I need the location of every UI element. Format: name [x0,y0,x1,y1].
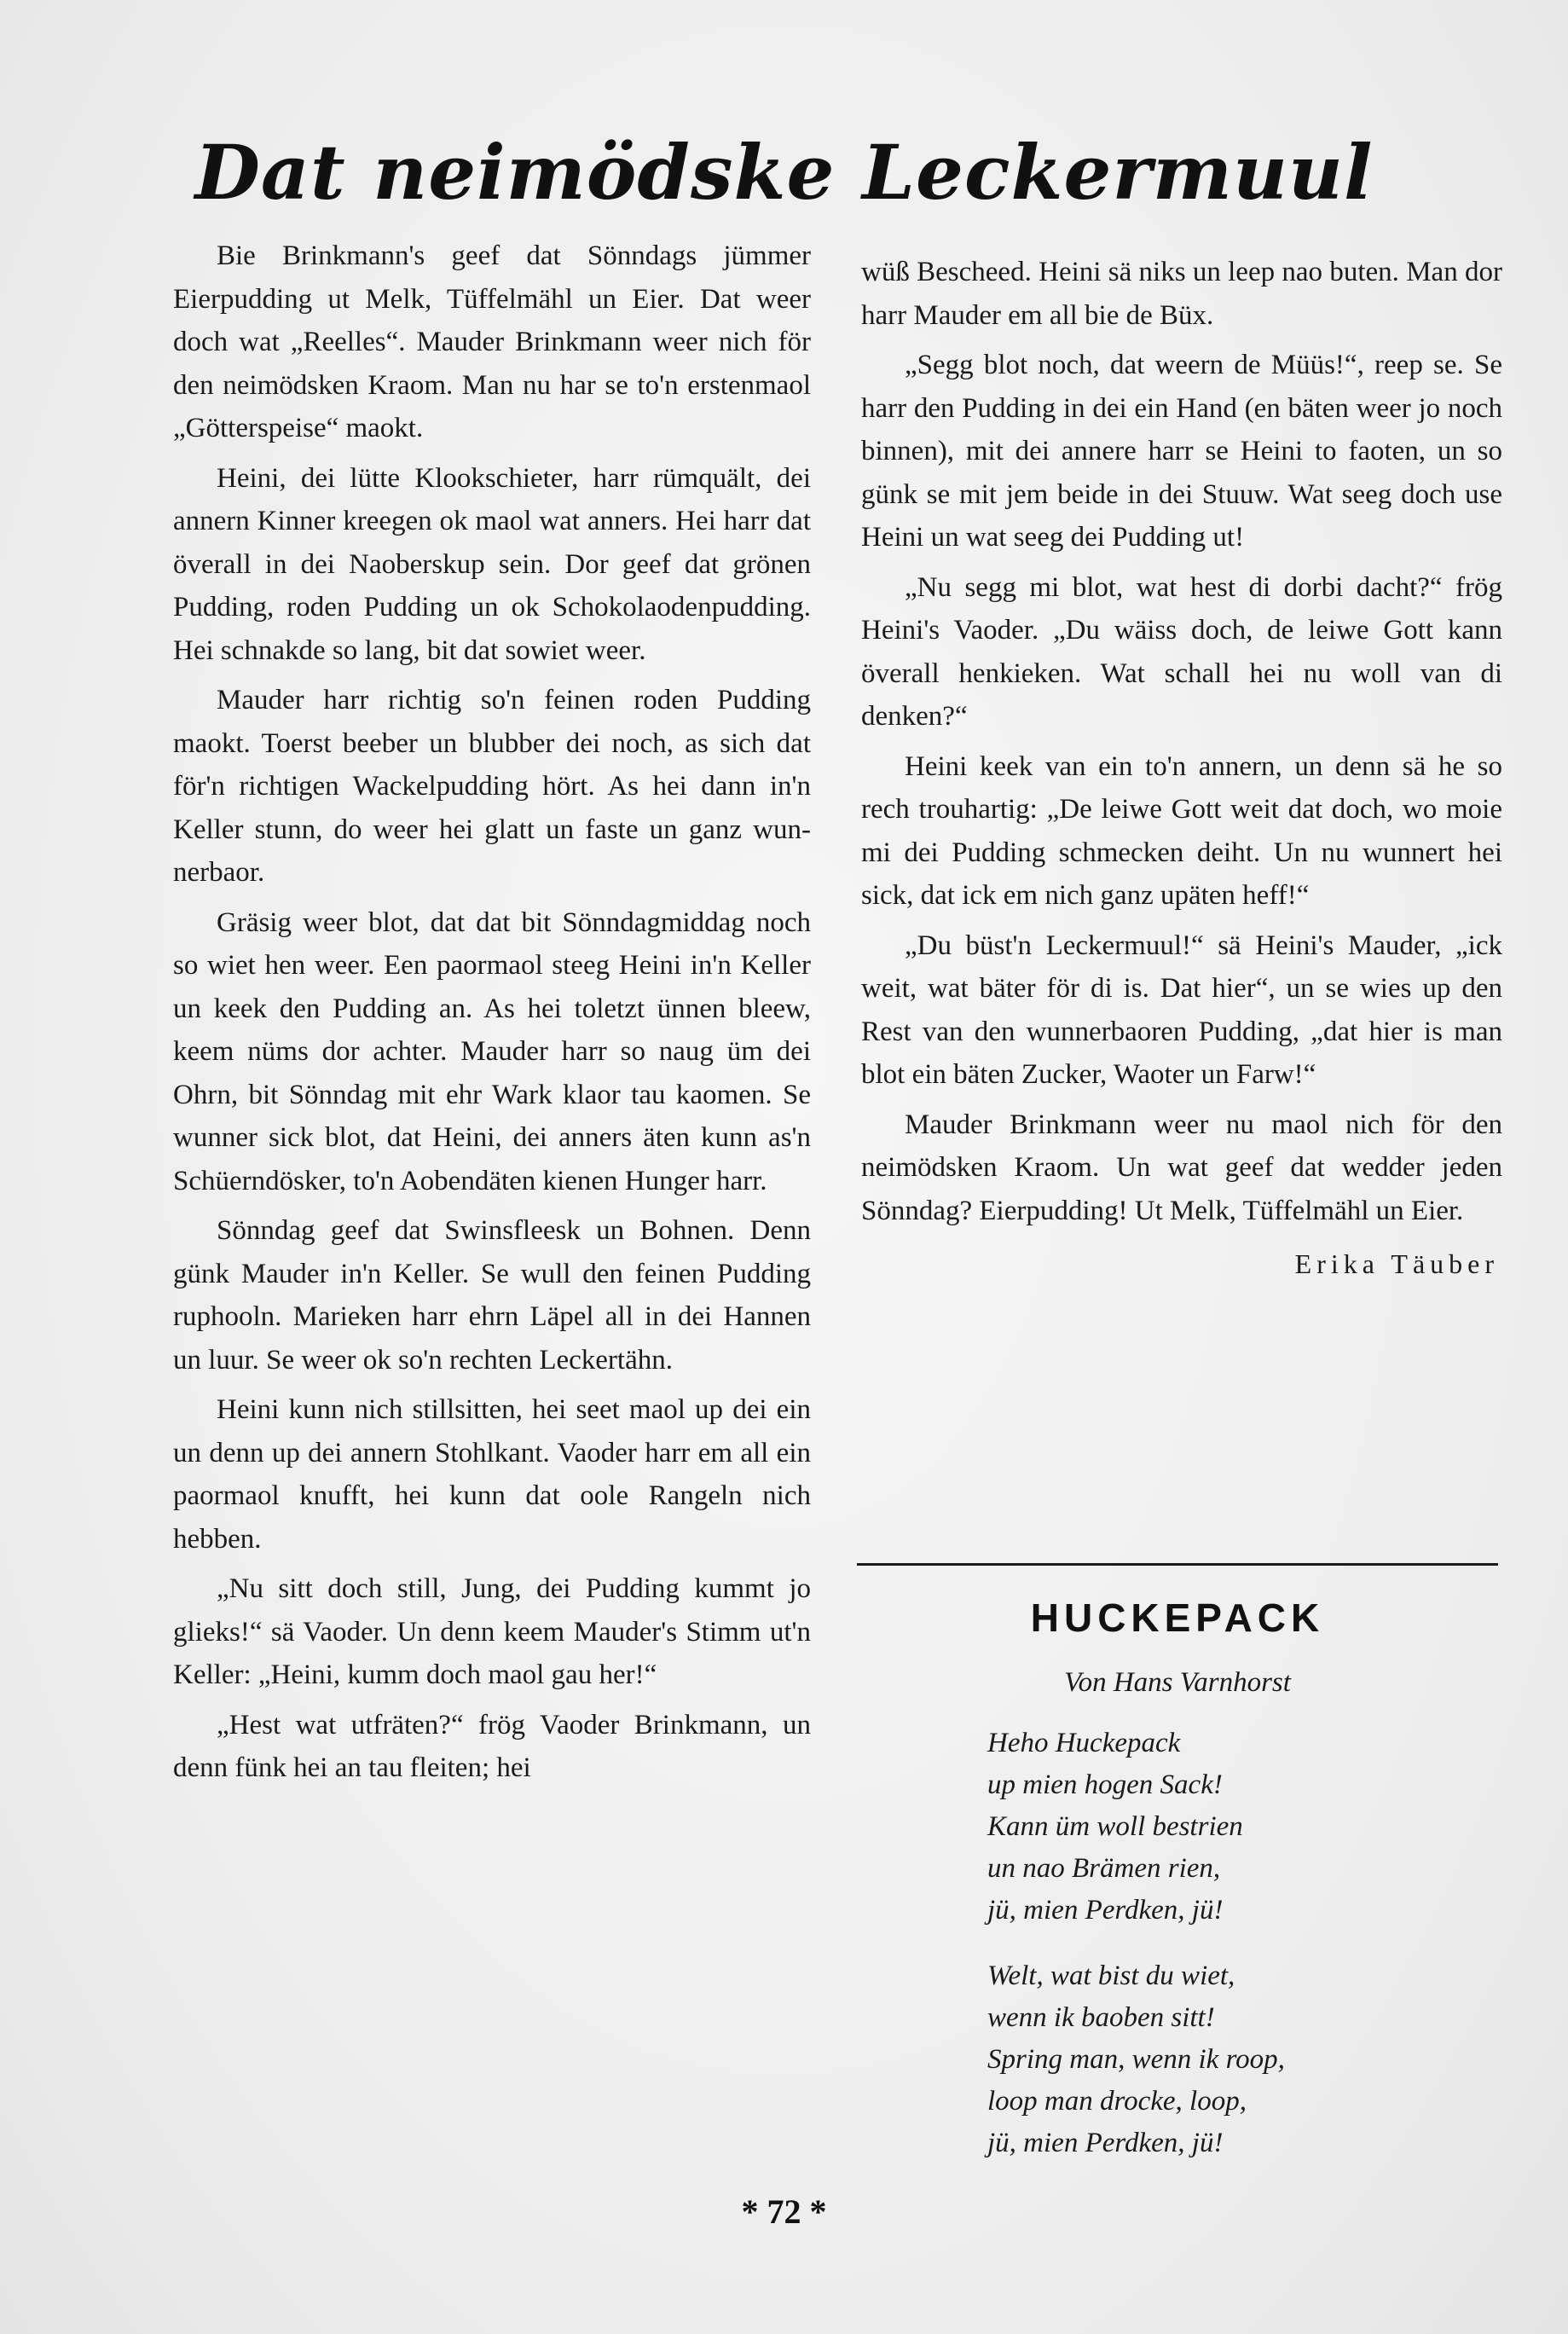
poem-line: Spring man, wenn ik roop, [987,2044,1285,2075]
paragraph: wüß Bescheed. Heini sä niks un leep nao buten. Man dor harr Mauder em all bie de Büx. [861,257,1502,331]
paragraph: Gräsig weer blot, dat dat bit Sönndagmiddag noch so wiet hen weer. Een paormaol steeg Heini in'n Keller un keek den Pudding an. As hei toletzt ünnen bleew, keem nüms dor achter. Mauder harr so naug üm dei Ohrn, bit Sönndag mit ehr Wark klaor tau kaomen. Se wunner sick blot, dat Heini, dei anners äten kunn as'n Schüerndösker, to'n Aobendäten kienen Hunger harr. [173,906,811,1196]
poem-body [987,1723,1499,2188]
article-title: Dat neimödske Leckermuul [194,128,1374,217]
paragraph: Mauder Brinkmann weer nu maol nich för den neimödsken Kraom. Un wat geef dat wedder jeden Sönndag? Eierpudding! Ut Melk, Tüffelmähl un Eier. [861,1109,1502,1226]
article-column-right [861,251,1502,1286]
poem-stanza [987,1955,1499,2164]
poem-line: loop man drocke, loop, [987,2086,1247,2117]
paragraph: Heini, dei lütte Klookschieter, harr rümquält, dei annern Kinner kreegen ok maol wat anners. Hei harr dat överall in dei Naoberskup sein. Dor geef dat grönen Pudding, roden Pudding un ok Schokolaodenpudding. Hei schnakde so lang, bit dat sowiet weer. [173,462,811,666]
poem-line: Welt, wat bist du wiet, [987,1960,1235,1991]
paragraph: Bie Brinkmann's geef dat Sönndags jümmer Eierpudding ut Melk, Tüffelmähl un Eier. Dat weer doch wat „Reelles“. Mauder Brinkmann weer nich för den neimödsken Kraom. Man nu har se to'n erstenmaol „Götterspeise“ maokt. [173,240,811,443]
poem-line: up mien hogen Sack! [987,1769,1223,1800]
article-column-left [173,235,811,1797]
paragraph: Sönndag geef dat Swinsfleesk un Bohnen. Denn günk Mauder in'n Keller. Se wull den feinen Pudding ruphooln. Marieken harr ehrn Läpel all in dei Hannen un luur. Se weer ok so'n rechten Leckertähn. [173,1215,811,1375]
paragraph: Heini keek van ein to'n annern, un denn sä he so rech trouhartig: „De leiwe Gott weit dat doch, wo moie mi dei Pudding schmecken deiht. Un nu wunnert hei sick, dat ick em nich ganz upäten heff!“ [861,750,1502,911]
paragraph: „Nu sitt doch still, Jung, dei Pudding kummt jo glieks!“ sä Vaoder. Un denn keem Mauder's Stimm ut'n Keller: „Heini, kumm doch maol gau her!“ [173,1573,811,1690]
article-author: Erika Täuber [1294,1248,1499,1279]
poem-title: HUCKEPACK [1030,1596,1325,1640]
paragraph: „Hest wat utfräten?“ frög Vaoder Brinkmann, un denn fünk hei an tau fleiten; hei [173,1709,811,1783]
section-divider [857,1563,1498,1566]
page-number: * 72 * [741,2192,827,2231]
paragraph: „Nu segg mi blot, wat hest di dorbi dacht?“ frög Heini's Vaoder. „Du wäiss doch, de leiwe Gott kann överall henkieken. Wat schall hei nu woll van di denken?“ [861,571,1502,732]
poem-line: jü, mien Perdken, jü! [987,2128,1224,2158]
poem-line: jü, mien Perdken, jü! [987,1895,1224,1926]
poem-line: Kann üm woll bestrien [987,1811,1243,1842]
poem-stanza [987,1723,1499,1931]
poem-author: Von Hans Varnhorst [1064,1667,1291,1698]
paragraph: „Du büst'n Leckermuul!“ sä Heini's Mauder, „ick weit, wat bäter för di is. Dat hier“, un se wies up den Rest van den wunnerbaoren Pudding, „dat hier is man blot ein bäten Zucker, Waoter un Farw!“ [861,930,1502,1090]
paragraph: Heini kunn nich stillsitten, hei seet maol up dei ein un denn up dei annern Stohlkant. Vaoder harr em all ein paormaol knufft, hei kunn dat oole Rangeln nich hebben. [173,1394,811,1555]
paragraph: „Segg blot noch, dat weern de Müüs!“, reep se. Se harr den Pudding in dei ein Hand (en bäten weer jo noch binnen), mit dei annere harr se Heini to faoten, un so günk se mit jem beide in dei Stuuw. Wat seeg doch use Heini un wat seeg dei Pudding ut! [861,350,1502,553]
poem-line: un nao Brämen rien, [987,1853,1221,1884]
paragraph: Mauder harr richtig so'n feinen roden Pudding maokt. Toerst beeber un blubber dei noch, as sich dat för'n richtigen Wackelpudding hört. As hei dann in'n Keller stunn, do weer hei glatt un faste un ganz wunnerbaor. [173,685,811,888]
poem-line: Heho Huckepack [987,1728,1181,1758]
poem-line: wenn ik baoben sitt! [987,2002,1215,2033]
